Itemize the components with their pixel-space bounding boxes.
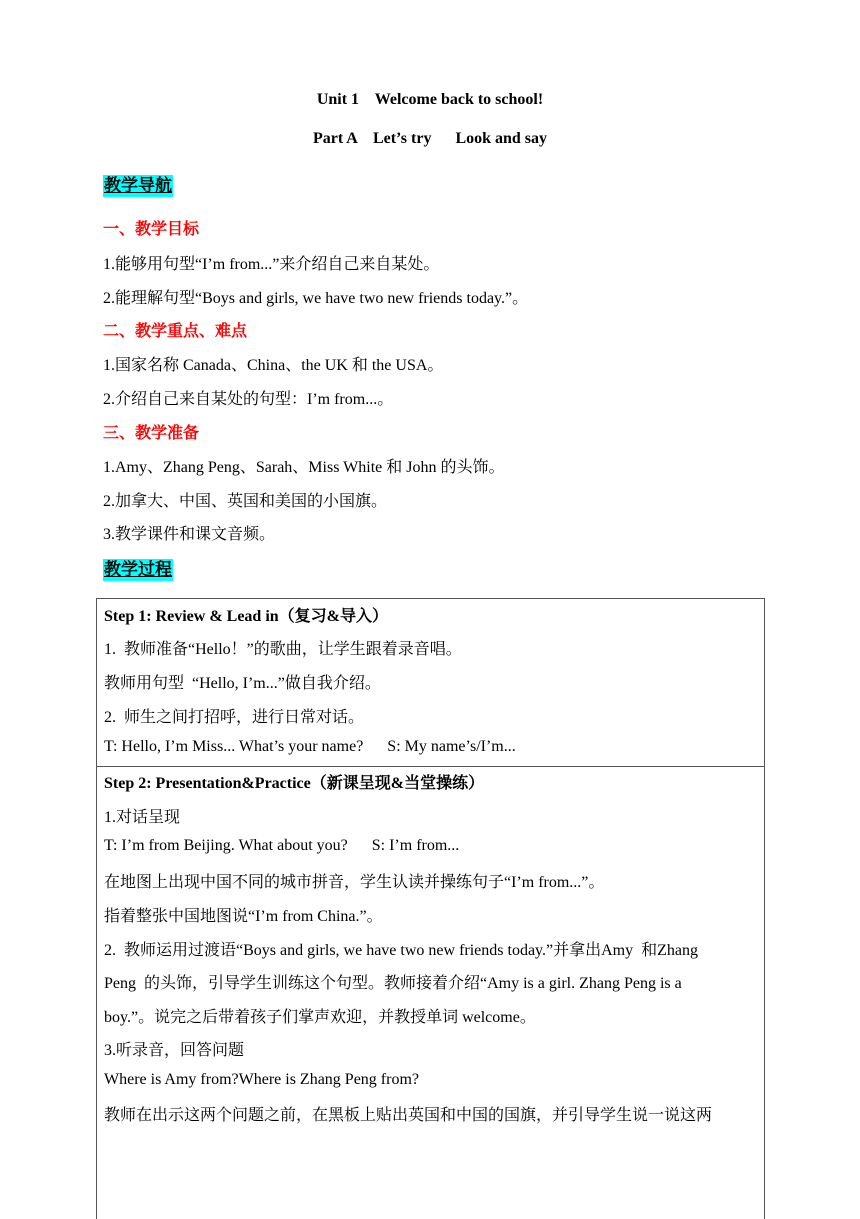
step2-line: Peng 的头饰，引导学生训练这个句型。教师接着介绍“Amy is a girl. Zhang Peng is a: [104, 975, 682, 992]
step1-line: 2. 师生之间打招呼，进行日常对话。: [104, 709, 365, 726]
step2-line: 1.对话呈现: [104, 809, 181, 826]
step2-line: 2. 教师运用过渡语“Boys and girls, we have two new friends today.”并拿出Amy 和Zhang: [104, 942, 698, 959]
step2-line: 教师在出示这两个问题之前，在黑板上贴出英国和中国的国旗，并引导学生说一说这两: [104, 1107, 713, 1124]
step2-line: 3.听录音，回答问题: [104, 1042, 245, 1059]
objective-item: 2.能理解句型“Boys and girls, we have two new friends today.”。: [103, 290, 529, 307]
step2-line: T: I’m from Beijing. What about you? S: I’m from...: [104, 837, 460, 854]
step1-line: T: Hello, I’m Miss... What’s your name? S: My name’s/I’m...: [104, 738, 516, 755]
doc-subtitle: Part A Let’s try Look and say: [312, 130, 548, 147]
prep-item: 2.加拿大、中国、英国和美国的小国旗。: [103, 493, 388, 510]
prep-heading: 三、教学准备: [103, 425, 200, 442]
prep-item: 3.教学课件和课文音频。: [103, 526, 276, 543]
step1-line: 1. 教师准备“Hello！”的歌曲，让学生跟着录音唱。: [104, 641, 462, 658]
step2-line: 指着整张中国地图说“I’m from China.”。: [104, 908, 383, 925]
doc-title: Unit 1 Welcome back to school!: [316, 91, 544, 108]
step2-line: Where is Amy from?Where is Zhang Peng from?: [104, 1071, 420, 1088]
step1-line: 教师用句型 “Hello, I’m...”做自我介绍。: [104, 675, 381, 692]
keypoint-item: 2.介绍自己来自某处的句型：I’m from...。: [103, 391, 394, 408]
process-heading: 教学过程: [104, 560, 172, 579]
step2-line: boy.”。说完之后带着孩子们掌声欢迎，并教授单词 welcome。: [104, 1009, 536, 1026]
objective-item: 1.能够用句型“I’m from...”来介绍自己来自某处。: [103, 256, 440, 273]
prep-item: 1.Amy、Zhang Peng、Sarah、Miss White 和 John 的头饰。: [103, 459, 505, 476]
objectives-heading: 一、教学目标: [103, 221, 200, 238]
step1-title: Step 1: Review & Lead in（复习&导入）: [104, 608, 388, 625]
guide-heading: 教学导航: [104, 176, 172, 195]
keypoint-item: 1.国家名称 Canada、China、the UK 和 the USA。: [103, 357, 444, 374]
table-row-divider: [96, 766, 764, 767]
keypoints-heading: 二、教学重点、难点: [103, 323, 248, 340]
step2-line: 在地图上出现中国不同的城市拼音，学生认读并操练句子“I’m from...”。: [104, 874, 605, 891]
step2-title: Step 2: Presentation&Practice（新课呈现&当堂操练）: [104, 775, 485, 792]
